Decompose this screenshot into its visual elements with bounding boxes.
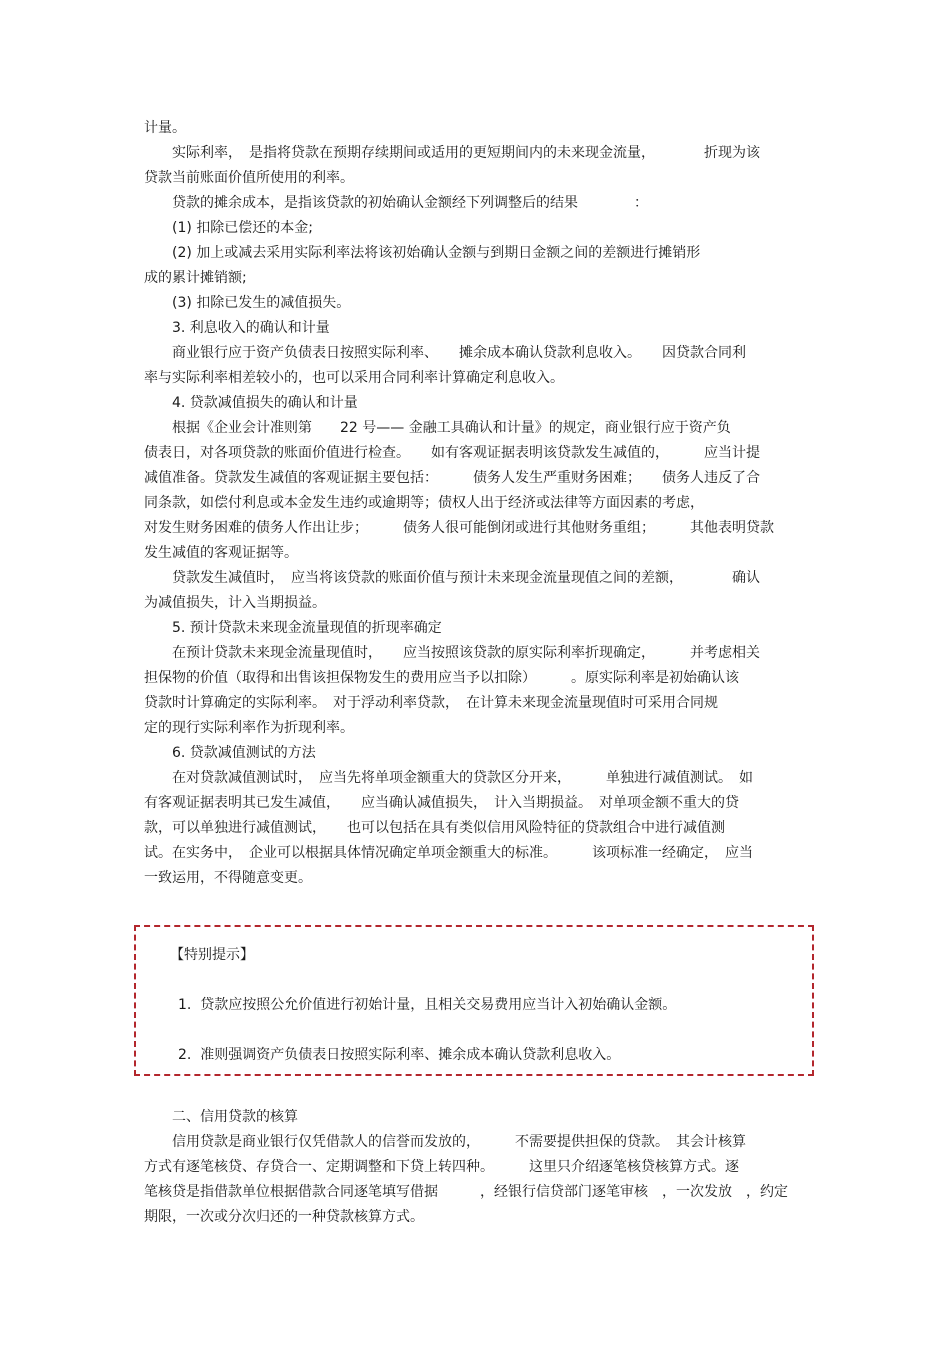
text-line: 定的现行实际利率作为折现利率。 bbox=[144, 720, 354, 736]
text-line: 根据《企业会计准则第 22 号—— 金融工具确认和计量》的规定，商业银行应于资产负 bbox=[144, 420, 731, 436]
section-heading: 3. 利息收入的确认和计量 bbox=[144, 320, 330, 336]
text-line: 实际利率， 是指将贷款在预期存续期间或适用的更短期间内的未来现金流量， 折现为该 bbox=[144, 145, 760, 161]
text-line: 款，可以单独进行减值测试， 也可以包括在具有类似信用风险特征的贷款组合中进行减值测 bbox=[144, 820, 725, 836]
text-line: 期限，一次或分次归还的一种贷款核算方式。 bbox=[144, 1209, 424, 1225]
text-line: 贷款发生减值时， 应当将该贷款的账面价值与预计未来现金流量现值之间的差额， 确认 bbox=[144, 570, 760, 586]
text-line: 债表日，对各项贷款的账面价值进行检查。 如有客观证据表明该贷款发生减值的， 应当计提 bbox=[144, 445, 760, 461]
text-line: 计量。 bbox=[144, 120, 186, 136]
tip-item: 1. 贷款应按照公允价值进行初始计量，且相关交易费用应当计入初始确认金额。 bbox=[178, 997, 677, 1013]
list-item: (2) 加上或减去采用实际利率法将该初始确认金额与到期日金额之间的差额进行摊销形 bbox=[144, 245, 701, 261]
text-line: 信用贷款是商业银行仅凭借款人的信誉而发放的， 不需要提供担保的贷款。 其会计核算 bbox=[144, 1134, 746, 1150]
text-line: 笔核贷是指借款单位根据借款合同逐笔填写借据 ，经银行信贷部门逐笔审核 ，一次发放 ，约定 bbox=[144, 1184, 788, 1200]
text-line: 贷款时计算确定的实际利率。 对于浮动利率贷款， 在计算未来现金流量现值时可采用合同规 bbox=[144, 695, 718, 711]
text-line: 发生减值的客观证据等。 bbox=[144, 545, 298, 561]
text-line: 担保物的价值（取得和出售该担保物发生的费用应当予以扣除） 。原实际利率是初始确认该 bbox=[144, 670, 739, 686]
section-heading: 5. 预计贷款未来现金流量现值的折现率确定 bbox=[144, 620, 442, 636]
tip-item: 2. 准则强调资产负债表日按照实际利率、摊余成本确认贷款利息收入。 bbox=[178, 1047, 621, 1063]
text-line: 同条款，如偿付利息或本金发生违约或逾期等；债权人出于经济或法律等方面因素的考虑， bbox=[144, 495, 704, 511]
text-line: 贷款的摊余成本，是指该贷款的初始确认金额经下列调整后的结果 ： bbox=[144, 195, 648, 211]
text-line: 试。在实务中， 企业可以根据具体情况确定单项金额重大的标准。 该项标准一经确定， 应当 bbox=[144, 845, 753, 861]
text-line: 在对贷款减值测试时， 应当先将单项金额重大的贷款区分开来， 单独进行减值测试。 如 bbox=[144, 770, 753, 786]
list-item: (3) 扣除已发生的减值损失。 bbox=[144, 295, 351, 311]
text-line: 减值准备。贷款发生减值的客观证据主要包括： 债务人发生严重财务困难； 债务人违反了合 bbox=[144, 470, 760, 486]
text-line: 一致运用，不得随意变更。 bbox=[144, 870, 312, 886]
text-line: 方式有逐笔核贷、存贷合一、定期调整和下贷上转四种。 这里只介绍逐笔核贷核算方式。逐 bbox=[144, 1159, 739, 1175]
text-line: 有客观证据表明其已发生减值， 应当确认减值损失， 计入当期损益。 对单项金额不重大的贷 bbox=[144, 795, 739, 811]
tip-title: 【特别提示】 bbox=[170, 947, 254, 963]
section-heading: 4. 贷款减值损失的确认和计量 bbox=[144, 395, 358, 411]
text-line: 商业银行应于资产负债表日按照实际利率、 摊余成本确认贷款利息收入。 因贷款合同利 bbox=[144, 345, 746, 361]
section-heading: 6. 贷款减值测试的方法 bbox=[144, 745, 316, 761]
section-heading: 二、信用贷款的核算 bbox=[144, 1109, 298, 1125]
text-line: 成的累计摊销额; bbox=[144, 270, 247, 286]
text-line: 对发生财务困难的债务人作出让步； 债务人很可能倒闭或进行其他财务重组； 其他表明贷款 bbox=[144, 520, 774, 536]
text-line: 为减值损失，计入当期损益。 bbox=[144, 595, 326, 611]
text-line: 率与实际利率相差较小的，也可以采用合同利率计算确定利息收入。 bbox=[144, 370, 564, 386]
text-line: 贷款当前账面价值所使用的利率。 bbox=[144, 170, 354, 186]
text-line: 在预计贷款未来现金流量现值时， 应当按照该贷款的原实际利率折现确定， 并考虑相关 bbox=[144, 645, 760, 661]
list-item: (1) 扣除已偿还的本金; bbox=[144, 220, 313, 236]
